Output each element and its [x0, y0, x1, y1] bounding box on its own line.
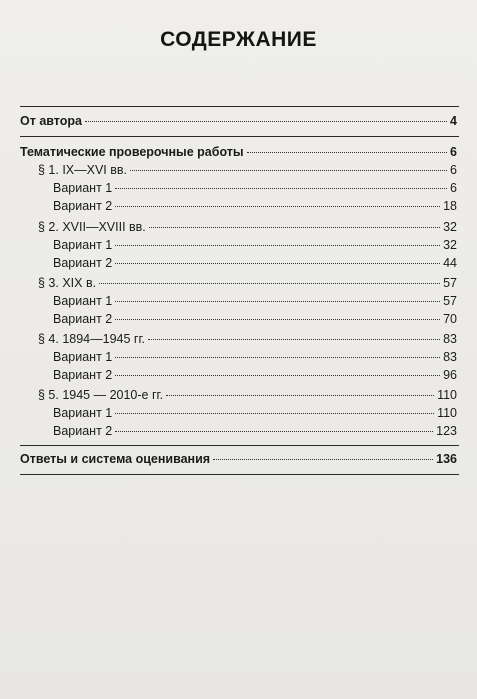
toc-section-1[interactable] — [38, 163, 457, 178]
toc-entry-page: 70 — [443, 312, 457, 326]
toc-section-3-variant-2[interactable] — [53, 312, 457, 327]
dot-leader — [115, 301, 440, 302]
toc-entry-author[interactable] — [20, 114, 457, 129]
toc-entry-page: 83 — [443, 350, 457, 364]
toc-section-5[interactable] — [38, 388, 457, 403]
toc-entry-label: Вариант 2 — [53, 199, 113, 213]
toc-entry-label: От автора — [20, 114, 82, 128]
toc-entry-page: 4 — [450, 114, 457, 128]
toc-entry-page: 6 — [450, 181, 457, 195]
toc-entry-label: Вариант 2 — [53, 368, 113, 382]
dot-leader — [99, 283, 440, 284]
dot-leader — [247, 152, 447, 153]
dot-leader — [115, 357, 440, 358]
dot-leader — [115, 319, 440, 320]
toc-section-1-variant-1[interactable] — [53, 181, 457, 196]
toc-entry-label: § 1. IX—XVI вв. — [38, 163, 128, 177]
toc-section-1-variant-2[interactable] — [53, 199, 457, 214]
toc-entry-page: 32 — [443, 238, 457, 252]
page-title: СОДЕРЖАНИЕ — [160, 28, 317, 51]
toc-section-4-variant-1[interactable] — [53, 350, 457, 365]
dot-leader — [148, 339, 440, 340]
toc-section-3-variant-1[interactable] — [53, 294, 457, 309]
toc-entry-answers[interactable] — [20, 452, 457, 467]
toc-entry-label: § 3. XIX в. — [38, 276, 97, 290]
dot-leader — [115, 206, 440, 207]
toc-entry-label: § 5. 1945 — 2010-е гг. — [38, 388, 164, 402]
toc-entry-label: Вариант 1 — [53, 350, 113, 364]
toc-entry-label: Вариант 2 — [53, 424, 113, 438]
dot-leader — [115, 375, 440, 376]
dot-leader — [166, 395, 434, 396]
toc-entry-label: § 4. 1894—1945 гг. — [38, 332, 145, 346]
toc-entry-label: Вариант 1 — [53, 181, 113, 195]
dot-leader — [149, 227, 440, 228]
toc-entry-page: 57 — [443, 276, 457, 290]
dot-leader — [115, 413, 434, 414]
toc-entry-page: 83 — [443, 332, 457, 346]
toc-entry-page: 110 — [437, 388, 457, 402]
toc-entry-label: Вариант 2 — [53, 256, 113, 270]
toc-entry-thematic[interactable] — [20, 145, 457, 160]
toc-section-4[interactable] — [38, 332, 457, 347]
toc-entry-page: 44 — [443, 256, 457, 270]
rule-after-author — [20, 136, 459, 137]
toc-entry-page: 123 — [436, 424, 457, 438]
toc-entry-label: Вариант 1 — [53, 238, 113, 252]
toc-entry-page: 6 — [450, 145, 457, 159]
toc-entry-page: 32 — [443, 220, 457, 234]
toc-entry-page: 57 — [443, 294, 457, 308]
toc-entry-page: 96 — [443, 368, 457, 382]
dot-leader — [115, 263, 440, 264]
toc-entry-label: Вариант 1 — [53, 294, 113, 308]
toc-entry-label: § 2. XVII—XVIII вв. — [38, 220, 146, 234]
toc-entry-page: 6 — [450, 163, 457, 177]
dot-leader — [213, 459, 433, 460]
toc-section-5-variant-2[interactable] — [53, 424, 457, 439]
toc-section-5-variant-1[interactable] — [53, 406, 457, 421]
dot-leader — [115, 245, 440, 246]
rule-before-answers — [20, 445, 459, 446]
toc-entry-page: 18 — [443, 199, 457, 213]
toc-section-3[interactable] — [38, 276, 457, 291]
toc-entry-page: 110 — [437, 406, 457, 420]
toc-entry-label: Вариант 1 — [53, 406, 113, 420]
bottom-rule — [20, 474, 459, 475]
toc-entry-page: 136 — [436, 452, 457, 466]
toc-entry-label: Тематические проверочные работы — [20, 145, 244, 159]
toc-section-4-variant-2[interactable] — [53, 368, 457, 383]
toc-entry-label: Ответы и система оценивания — [20, 452, 211, 466]
toc-section-2[interactable] — [38, 220, 457, 235]
dot-leader — [130, 170, 447, 171]
toc-entry-label: Вариант 2 — [53, 312, 113, 326]
dot-leader — [115, 188, 447, 189]
toc-section-2-variant-1[interactable] — [53, 238, 457, 253]
dot-leader — [115, 431, 433, 432]
dot-leader — [85, 121, 447, 122]
toc-section-2-variant-2[interactable] — [53, 256, 457, 271]
